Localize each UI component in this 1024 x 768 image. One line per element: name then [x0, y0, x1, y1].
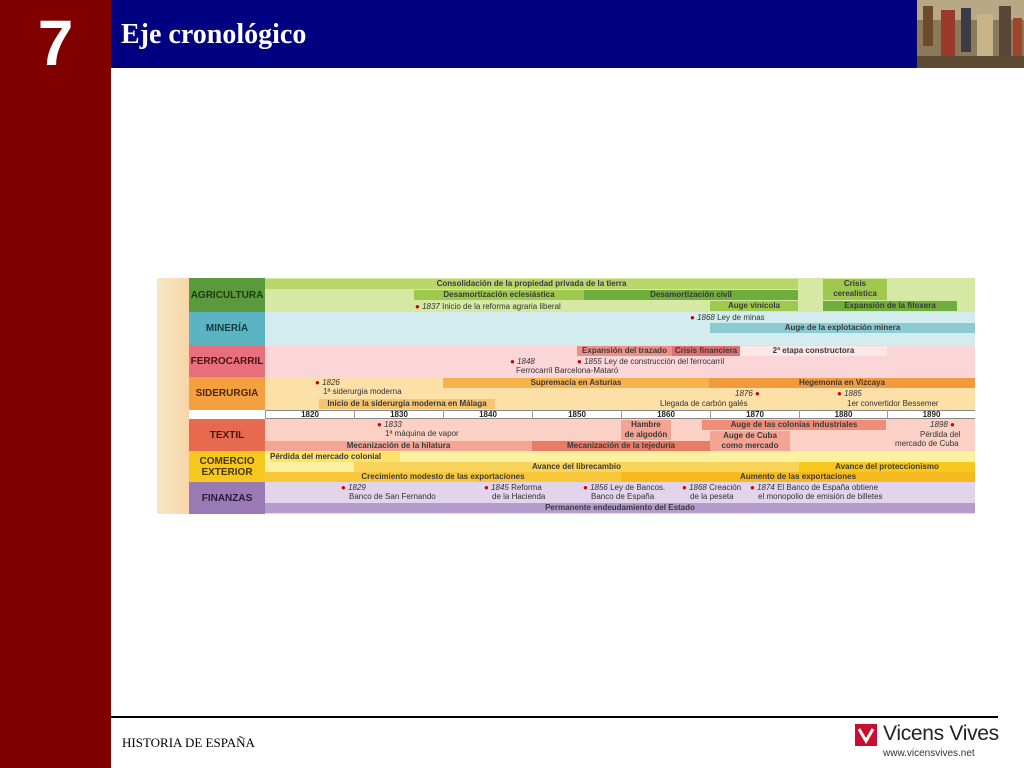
bar-crecimiento-exportaciones: Crecimiento modesto de las exportaciones [265, 472, 621, 482]
event-1833: ● 1833 [377, 420, 402, 429]
event-1855: ● 1855 Ley de construcción del ferrocarril [577, 357, 725, 366]
row-label-comercio [189, 451, 265, 482]
event-1898-text1: Pérdida del [920, 430, 961, 439]
event-1856: ● 1856 Ley de Bancos. [583, 483, 666, 492]
timeline-left-strip [157, 278, 189, 514]
bar-crisis-financiera: Crisis financiera [672, 346, 740, 356]
event-1885: ● 1885 [837, 389, 862, 398]
event-1837: ● 1837 Inicio de la reforma agraria liberal [415, 302, 561, 311]
bar-mecanizacion-hilatura: Mecanización de la hilatura [265, 441, 532, 451]
bar-hambre-algodon: Hambre de algodón [621, 420, 671, 440]
bar-avance-librecambio: Avance del librecambio [354, 462, 799, 472]
bar-endeudamiento-estado: Permanente endeudamiento del Estado [265, 503, 975, 513]
year-1870: 1870 [710, 410, 799, 419]
footer-divider [111, 716, 998, 718]
event-1848: ● 1848 [510, 357, 535, 366]
bar-avance-proteccionismo: Avance del proteccionismo [799, 462, 975, 472]
row-label-agricultura: AGRICULTURA [189, 278, 265, 312]
bar-desamortizacion-eclesiastica: Desamortización eclesiástica [414, 290, 584, 300]
bar-auge-explotacion-minera: Auge de la explotación minera [710, 323, 975, 333]
bar-perdida-mercado-colonial: Pérdida del mercado colonial [270, 452, 400, 462]
row-label-siderurgia: SIDERURGIA [189, 377, 265, 410]
vicens-vives-logo-icon [855, 724, 877, 746]
timeline-chart [157, 278, 975, 514]
row-label-comercio-1: COMERCIO [199, 455, 255, 467]
event-1826: ● 1826 [315, 378, 340, 387]
event-1868-text2: de la peseta [690, 492, 734, 501]
event-1874: ● 1874 El Banco de España obtiene [750, 483, 879, 492]
event-1868-peseta: ● 1868 Creación [682, 483, 742, 492]
bar-expansion-trazado: Expansión del trazado [577, 346, 672, 356]
event-1833-text: 1ª máquina de vapor [385, 429, 459, 438]
event-1868-minas: ● 1868 Ley de minas [690, 313, 765, 322]
row-label-mineria: MINERÍA [189, 312, 265, 345]
event-1829-text: Banco de San Fernando [349, 492, 436, 501]
bar-hegemonia-vizcaya: Hegemonía en Vizcaya [709, 378, 975, 388]
event-1826-text: 1ª siderurgia moderna [323, 387, 402, 396]
year-1890: 1890 [887, 410, 975, 419]
footer-text: HISTORIA DE ESPAÑA [122, 735, 255, 750]
row-label-comercio-2: EXTERIOR [201, 466, 253, 478]
bar-supremacia-asturias: Supremacía en Asturias [443, 378, 709, 388]
year-1850: 1850 [532, 410, 621, 419]
event-1829: ● 1829 [341, 483, 366, 492]
page-title: Eje cronológico [121, 19, 307, 50]
row-label-ferrocarril: FERROCARRIL [189, 345, 265, 377]
publisher-logo [855, 724, 1005, 764]
bar-auge-cuba: Auge de Cuba como mercado [710, 431, 790, 451]
bar-mecanizacion-tejeduria: Mecanización de la tejeduría [532, 441, 710, 451]
event-1856-text2: Banco de España [591, 492, 655, 501]
event-1874-text2: el monopolio de emisión de billetes [758, 492, 883, 501]
event-1876: 1876 ● [735, 389, 760, 398]
bar-auge-vinicola: Auge vinícola [710, 301, 798, 311]
publisher-name: Vicens Vives [883, 722, 999, 745]
year-1880: 1880 [799, 410, 887, 419]
event-1845-text2: de la Hacienda [492, 492, 546, 501]
bar-crisis-cerealistica: Crisis cerealística [823, 279, 887, 300]
chapter-number: 7 [37, 7, 74, 79]
bar-consolidacion: Consolidación de la propiedad privada de la tierra [265, 279, 798, 289]
event-1845: ● 1845 Reforma [484, 483, 542, 492]
year-1820: 1820 [265, 410, 354, 419]
bar-siderurgia-malaga: Inicio de la siderurgia moderna en Málaga [319, 399, 495, 409]
publisher-url[interactable]: www.vicensvives.net [883, 748, 975, 759]
bar-segunda-etapa: 2ª etapa constructora [740, 346, 887, 356]
event-1885-text: 1er convertidor Bessemer [847, 399, 939, 408]
sidebar [0, 0, 111, 768]
header-painting [917, 0, 1024, 68]
bar-auge-colonias: Auge de las colonias industriales [702, 420, 886, 430]
row-label-textil: TEXTIL [189, 419, 265, 451]
year-1860: 1860 [621, 410, 710, 419]
event-1898: 1898 ● [930, 420, 955, 429]
bar-desamortizacion-civil: Desamortización civil [584, 290, 798, 300]
event-1848-text: Ferrocarril Barcelona-Mataró [516, 366, 619, 375]
event-1876-text: Llegada de carbón galés [660, 399, 748, 408]
bar-aumento-exportaciones: Aumento de las exportaciones [621, 472, 975, 482]
bar-expansion-filoxera: Expansión de la filoxera [823, 301, 957, 311]
year-1840: 1840 [443, 410, 532, 419]
year-1830: 1830 [354, 410, 443, 419]
row-label-finanzas: FINANZAS [189, 482, 265, 514]
event-1898-text2: mercado de Cuba [895, 439, 959, 448]
